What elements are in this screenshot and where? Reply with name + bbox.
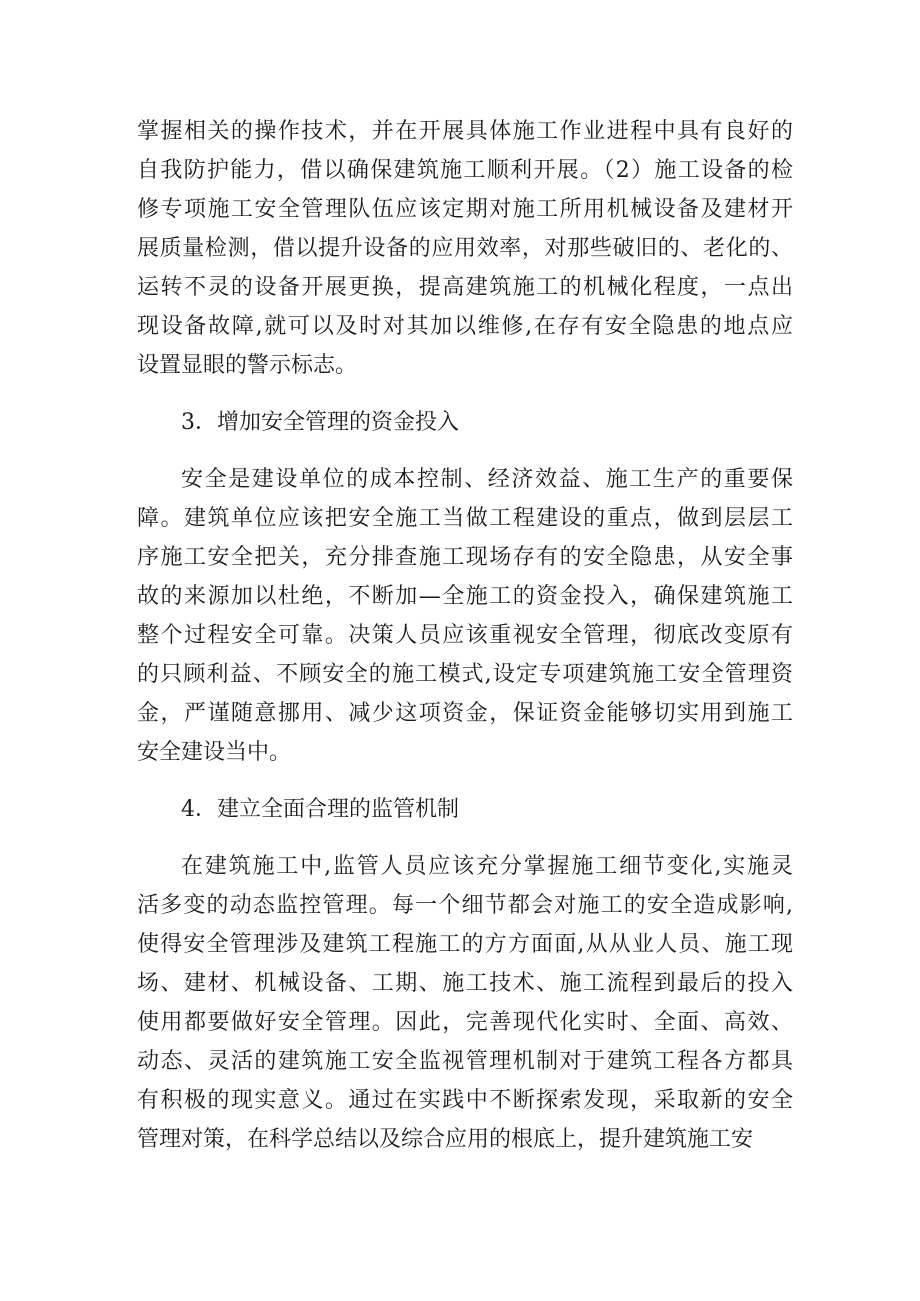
text-line: 序施工安全把关，充分排查施工现场存有的安全隐患，从安全事 bbox=[137, 545, 793, 570]
text-line: 管理对策，在科学总结以及综合应用的根底上，提升建筑施工安 bbox=[137, 1127, 754, 1152]
paragraph-safety-funding bbox=[137, 460, 793, 772]
text-line: 使用都要做好安全管理。因此，完善现代化实时、全面、高效、 bbox=[137, 1010, 793, 1035]
text-line: 现设备故障,就可以及时对其加以维修,在存有安全隐患的地点应 bbox=[137, 314, 793, 339]
section-heading-4: 4．建立全面合理的监管机制 bbox=[181, 797, 459, 822]
text-line: 动态、灵活的建筑施工安全监视管理机制对于建筑工程各方都具 bbox=[137, 1049, 793, 1074]
text-line: 安全是建设单位的成本控制、经济效益、施工生产的重要保 bbox=[181, 467, 793, 492]
text-line: 安全建设当中。 bbox=[137, 740, 292, 765]
text-line: 有积极的现实意义。通过在实践中不断探索发现，采取新的安全 bbox=[137, 1088, 793, 1113]
text-line: 金，严谨随意挪用、减少这项资金，保证资金能够切实用到施工 bbox=[137, 701, 793, 726]
text-line: 展质量检测，借以提升设备的应用效率，对那些破旧的、老化的、 bbox=[137, 236, 793, 261]
text-line: 场、建材、机械设备、工期、施工技术、施工流程到最后的投入 bbox=[137, 971, 793, 996]
text-line: 在建筑施工中,监管人员应该充分掌握施工细节变化,实施灵 bbox=[181, 854, 793, 879]
text-line: 使得安全管理涉及建筑工程施工的方方面面,从从业人员、施工现 bbox=[137, 932, 793, 957]
text-line: 障。建筑单位应该把安全施工当做工程建设的重点，做到层层工 bbox=[137, 506, 793, 531]
text-line: 的只顾利益、不顾安全的施工模式,设定专项建筑施工安全管理资 bbox=[137, 662, 793, 687]
paragraph-equipment-maintenance bbox=[137, 112, 793, 385]
text-line: 掌握相关的操作技术，并在开展具体施工作业进程中具有良好的 bbox=[137, 119, 793, 144]
text-line: 修专项施工安全管理队伍应该定期对施工所用机械设备及建材开 bbox=[137, 197, 793, 222]
paragraph-supervision-mechanism bbox=[137, 847, 793, 1159]
section-heading-3: 3．增加安全管理的资金投入 bbox=[181, 410, 459, 435]
text-line: 活多变的动态监控管理。每一个细节都会对施工的安全造成影响, bbox=[137, 893, 793, 918]
text-line: 整个过程安全可靠。决策人员应该重视安全管理，彻底改变原有 bbox=[137, 623, 793, 648]
text-line: 运转不灵的设备开展更换，提高建筑施工的机械化程度，一点出 bbox=[137, 275, 793, 300]
text-line: 自我防护能力，借以确保建筑施工顺利开展。（2）施工设备的检 bbox=[137, 158, 793, 183]
document-body bbox=[137, 112, 793, 1159]
text-line: 故的来源加以杜绝，不断加—全施工的资金投入，确保建筑施工 bbox=[137, 584, 793, 609]
text-line: 设置显眼的警示标志。 bbox=[137, 353, 358, 378]
